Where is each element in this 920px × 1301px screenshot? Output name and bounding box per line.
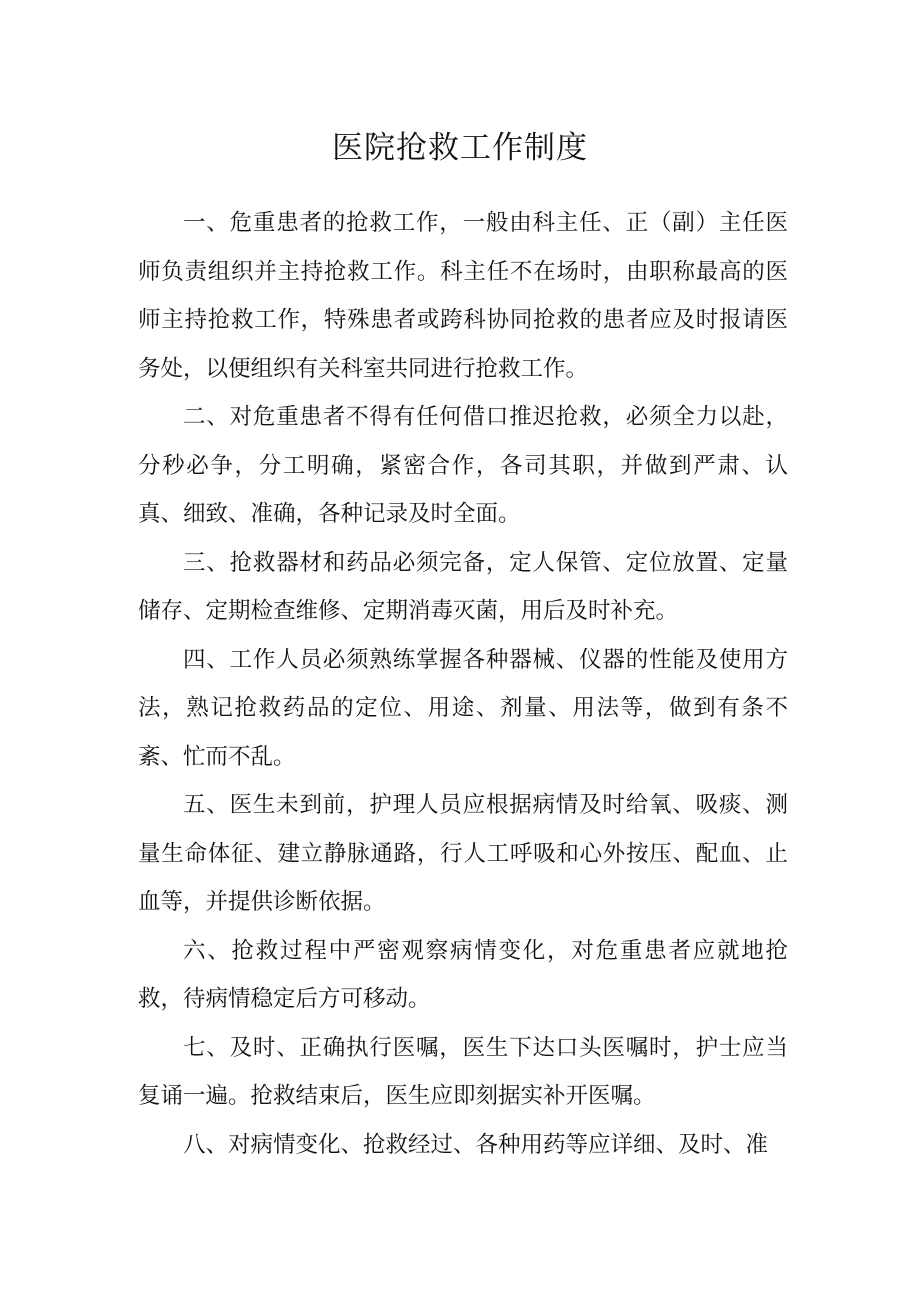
paragraph-3: 三、抢救器材和药品必须完备，定人保管、定位放置、定量储存、定期检查维修、定期消毒灭菌，用后及时补充。 (138, 549, 788, 624)
paragraph-8: 八、对病情变化、抢救经过、各种用药等应详细、及时、准 (183, 1131, 769, 1158)
paragraph-5: 五、医生未到前，护理人员应根据病情及时给氧、吸痰、测量生命体征、建立静脉通路，行人工呼吸和心外按压、配血、止血等，并提供诊断依据。 (138, 792, 788, 915)
document-body (138, 199, 788, 1169)
document-title: 医院抢救工作制度 (332, 130, 588, 166)
paragraph-6: 六、抢救过程中严密观察病情变化，对危重患者应就地抢救，待病情稳定后方可移动。 (138, 937, 788, 1012)
paragraph-2: 二、对危重患者不得有任何借口推迟抢救，必须全力以赴，分秒必争，分工明确，紧密合作，各司其职，并做到严肃、认真、细致、准确，各种记录及时全面。 (138, 404, 788, 527)
paragraph-1: 一、危重患者的抢救工作，一般由科主任、正（副）主任医师负责组织并主持抢救工作。科主任不在场时，由职称最高的医师主持抢救工作，特殊患者或跨科协同抢救的患者应及时报请医务处，以便组织有关科室共同进行抢救工作。 (138, 210, 788, 382)
paragraph-4: 四、工作人员必须熟练掌握各种器械、仪器的性能及使用方法，熟记抢救药品的定位、用途、剂量、用法等，做到有条不紊、忙而不乱。 (138, 646, 788, 770)
paragraph-7: 七、及时、正确执行医嘱，医生下达口头医嘱时，护士应当复诵一遍。抢救结束后，医生应即刻据实补开医嘱。 (138, 1034, 788, 1109)
